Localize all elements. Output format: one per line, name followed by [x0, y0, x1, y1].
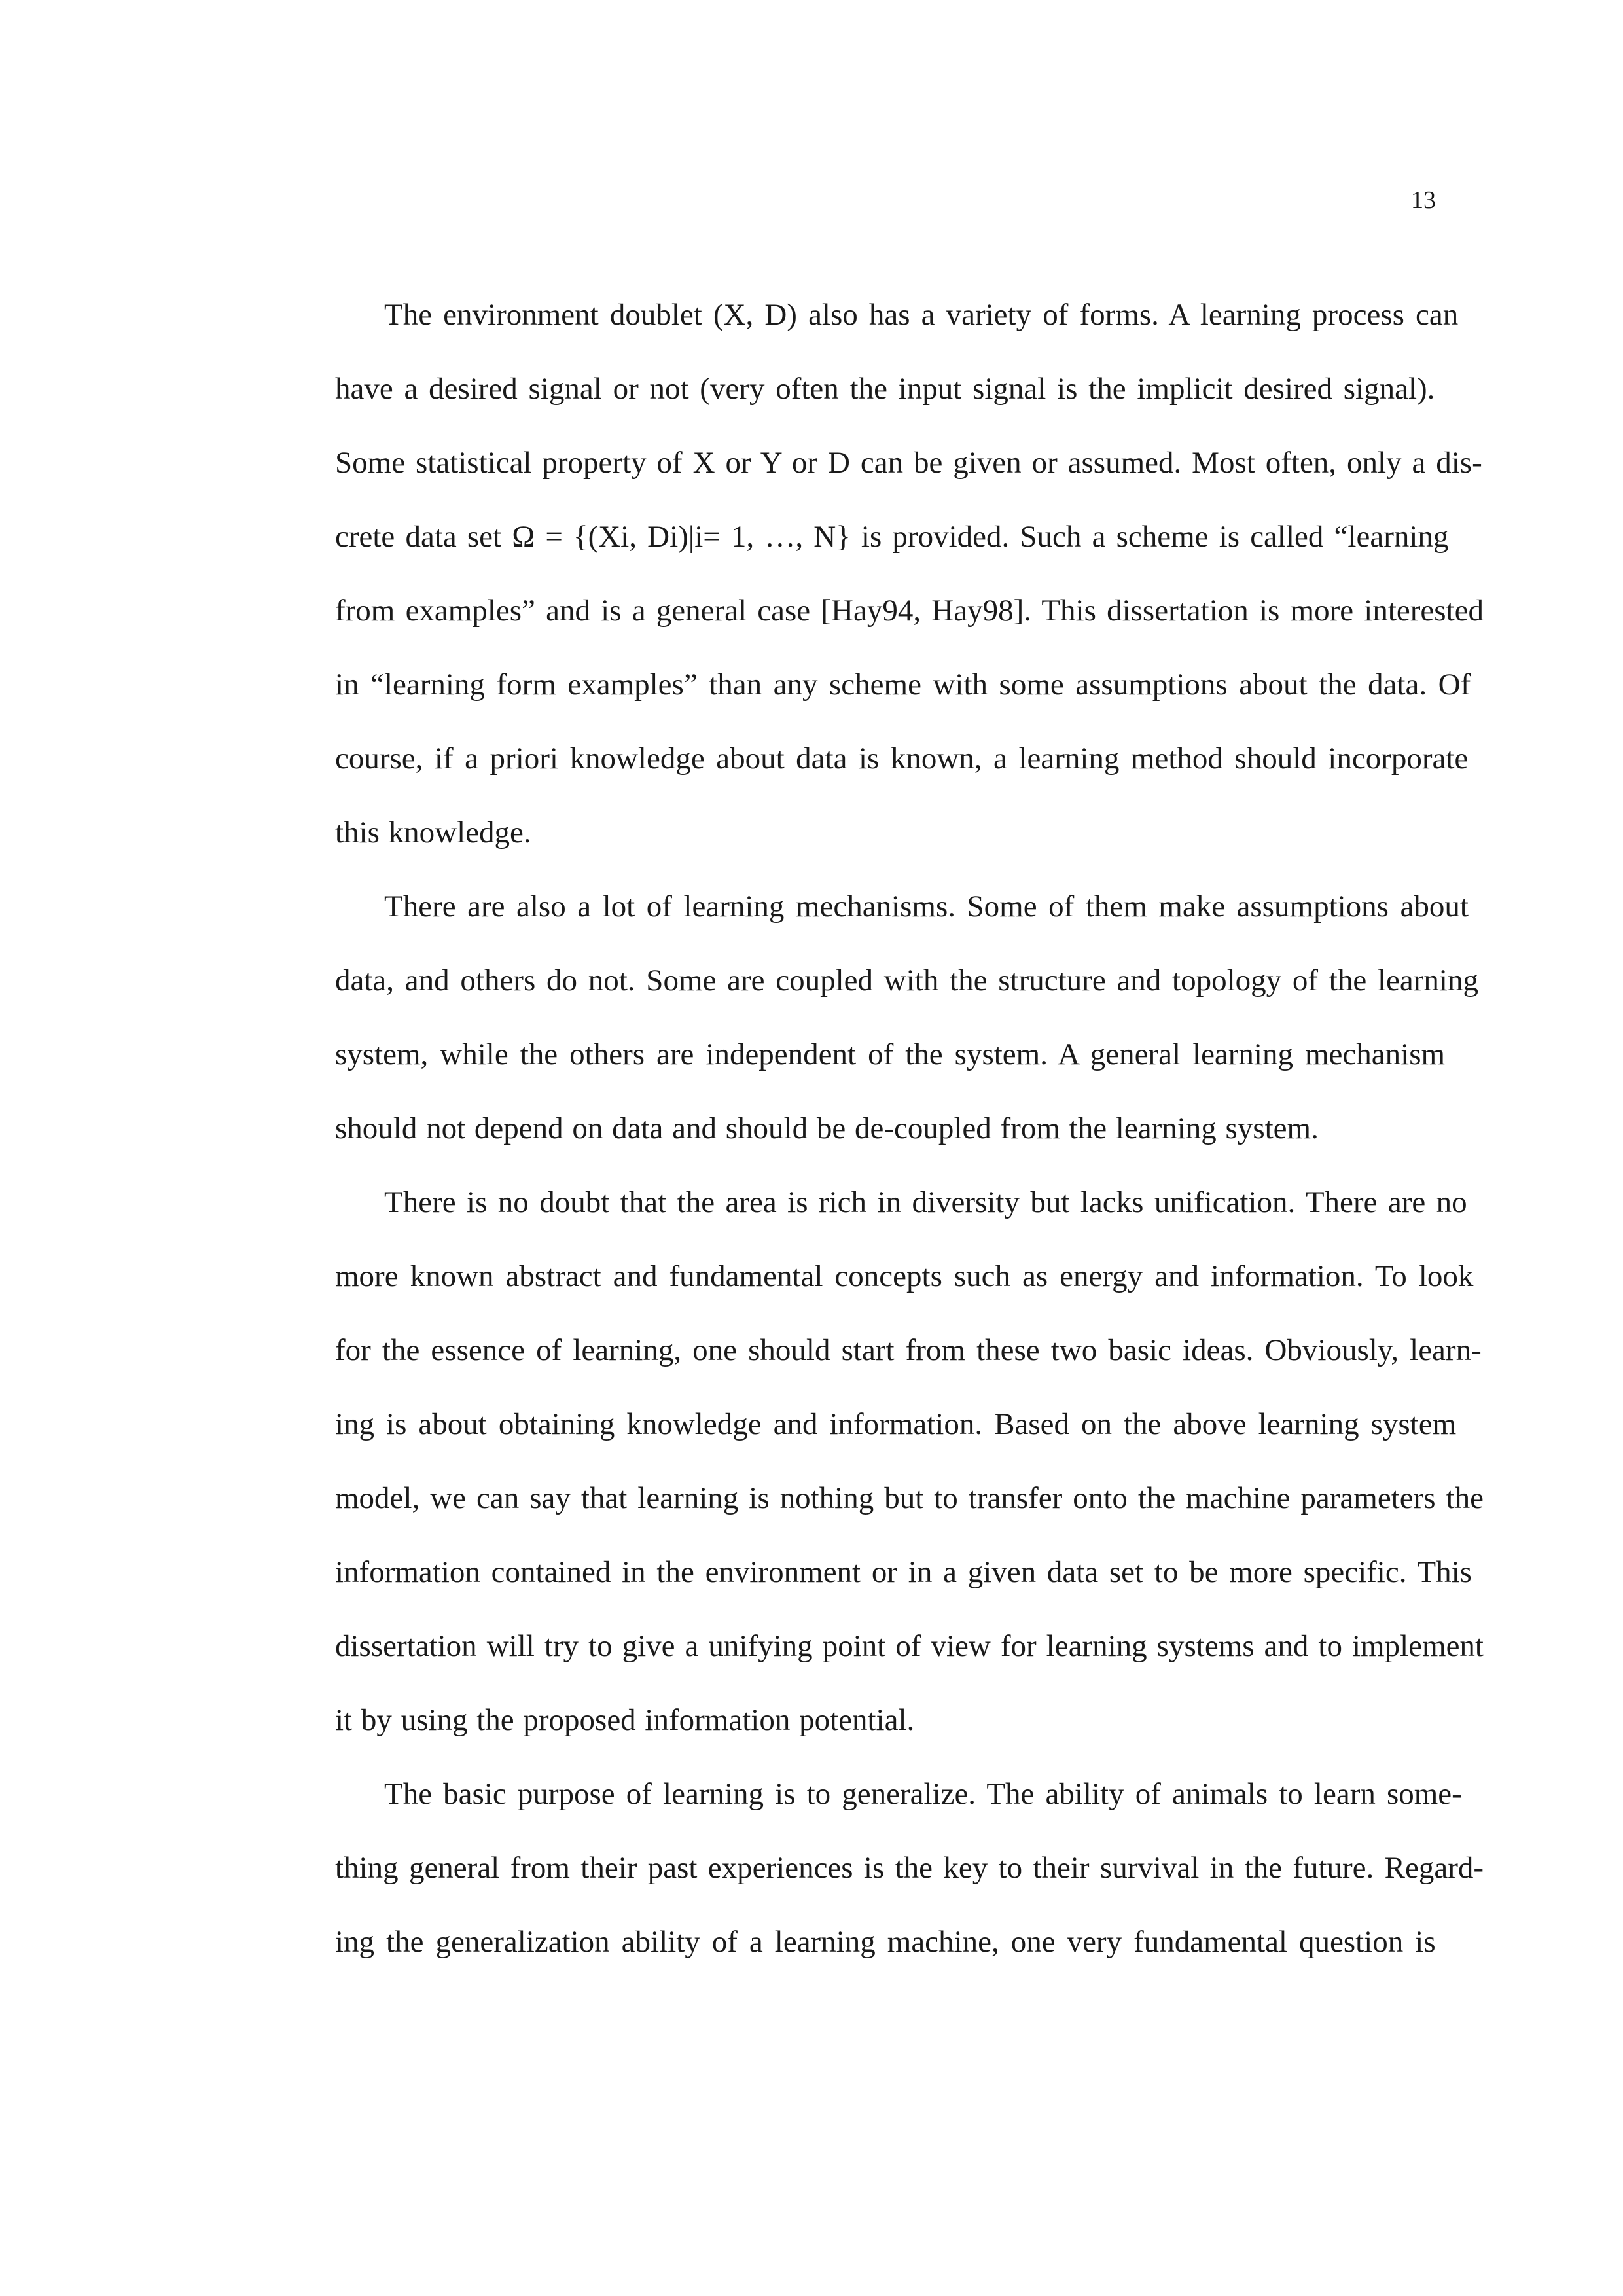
text-line: data, and others do not. Some are coupled with the structure and topology of the learning: [335, 963, 1478, 997]
text-line: more known abstract and fundamental concepts such as energy and information. To look: [335, 1259, 1474, 1293]
text-line: it by using the proposed information potential.: [335, 1703, 915, 1737]
text-line: dissertation will try to give a unifying point of view for learning systems and to implement: [335, 1629, 1484, 1663]
paragraph-1: [286, 278, 1484, 870]
text-line: There are also a lot of learning mechanisms. Some of them make assumptions about: [384, 889, 1469, 924]
page-number: 13: [1411, 187, 1436, 214]
text-line: The environment doublet (X, D) also has a variety of forms. A learning process can: [384, 298, 1459, 332]
text-line: system, while the others are independent of the system. A general learning mechanism: [335, 1037, 1446, 1071]
text-line: should not depend on data and should be de-coupled from the learning system.: [335, 1111, 1319, 1145]
text-line: The basic purpose of learning is to generalize. The ability of animals to learn some-: [384, 1777, 1462, 1811]
text-line: course, if a priori knowledge about data is known, a learning method should incorporate: [335, 742, 1469, 776]
text-line: ing is about obtaining knowledge and information. Based on the above learning system: [335, 1407, 1457, 1441]
text-line: ing the generalization ability of a learning machine, one very fundamental question is: [335, 1925, 1436, 1959]
text-line: for the essence of learning, one should start from these two basic ideas. Obviously, learn-: [335, 1333, 1482, 1367]
paragraph-2: [286, 870, 1478, 1166]
text-line: this knowledge.: [335, 816, 531, 850]
paragraph-4: [286, 1757, 1484, 1979]
text-line: in “learning form examples” than any scheme with some assumptions about the data. Of: [335, 668, 1471, 702]
body-text: [286, 278, 1484, 1979]
text-line: have a desired signal or not (very often the input signal is the implicit desired signal).: [335, 372, 1435, 406]
text-line: model, we can say that learning is nothing but to transfer onto the machine parameters the: [335, 1481, 1484, 1515]
text-line: Some statistical property of X or Y or D can be given or assumed. Most often, only a dis-: [335, 446, 1482, 480]
text-line: from examples” and is a general case [Hay94, Hay98]. This dissertation is more interested: [335, 594, 1484, 628]
text-line: information contained in the environment or in a given data set to be more specific. This: [335, 1555, 1472, 1589]
text-line: crete data set Ω = {(Xi, Di)|i= 1, …, N} is provided. Such a scheme is called “learning: [335, 520, 1449, 554]
text-line: thing general from their past experiences is the key to their survival in the future. Regard-: [335, 1851, 1484, 1885]
paragraph-3: [286, 1166, 1484, 1757]
text-line: There is no doubt that the area is rich in diversity but lacks unification. There are no: [384, 1185, 1467, 1219]
